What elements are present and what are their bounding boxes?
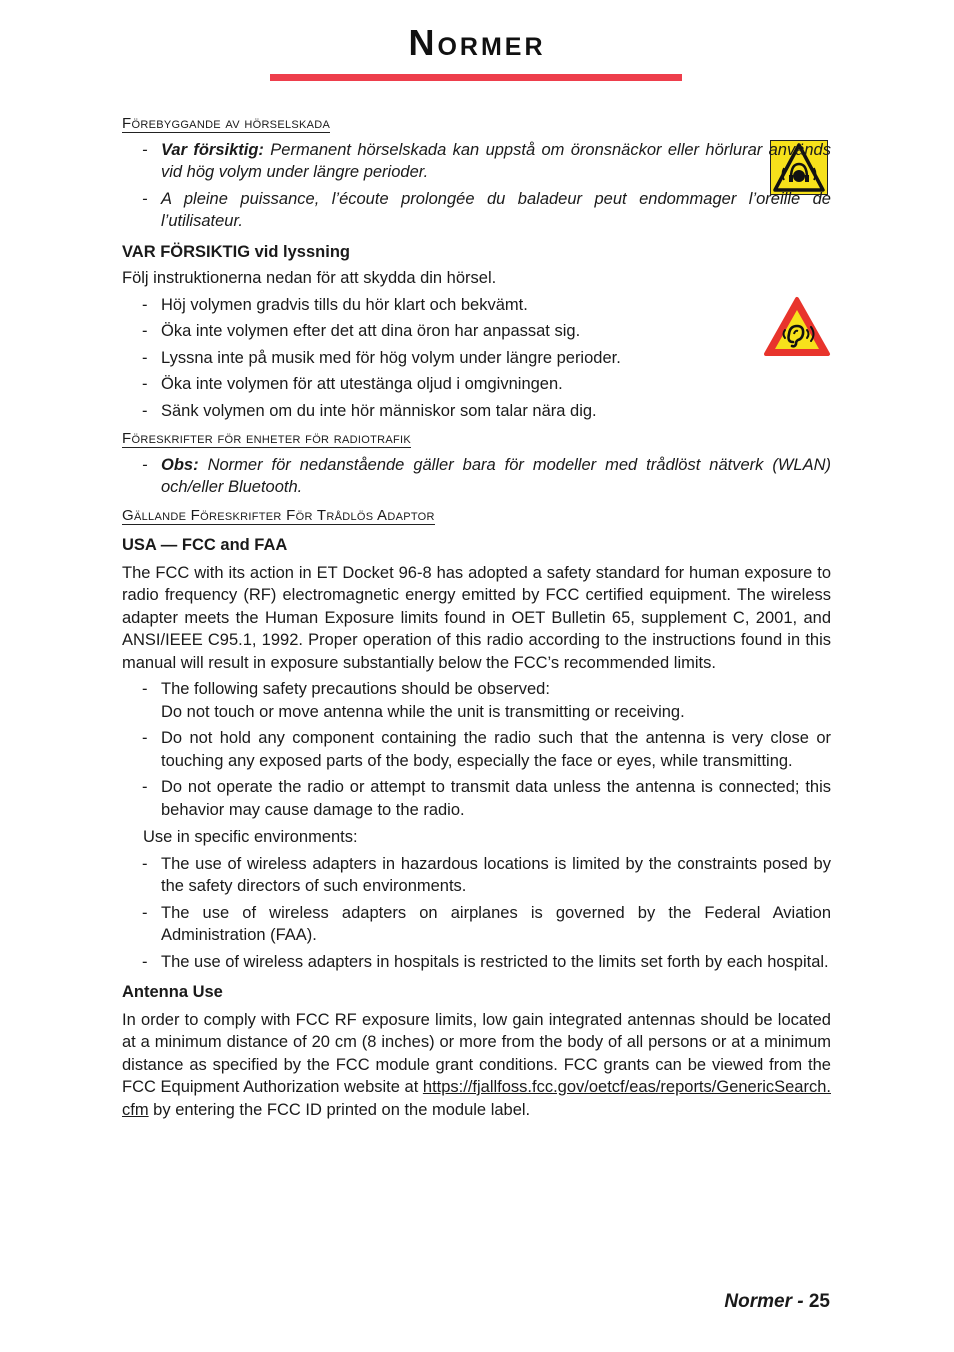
listening-intro: Följ instruktionerna nedan för att skydda din hörsel.	[122, 269, 497, 287]
antenna-text-end: by entering the FCC ID printed on the module label.	[148, 1100, 531, 1119]
environments-list	[122, 853, 831, 974]
page-number: 25	[808, 1291, 830, 1312]
list-item: - Öka inte volymen efter det att dina öron har anpassat sig.	[122, 320, 831, 343]
section-heading-hearing: Förebyggande av hörselskada	[122, 115, 331, 132]
antenna-use-heading: Antenna Use	[122, 983, 223, 1001]
list-item	[122, 139, 831, 184]
section-heading-radio: Föreskrifter för enheter för radiotrafik	[122, 430, 412, 447]
antenna-text: In order to comply with FCC RF exposure limits, low gain integrated antennas should be located at a minimum distance of 20 cm (8 inches) or more from the body of all persons or at a minimum distance as specified by the FCC module grant conditions. FCC grants can be viewed from the FCC Equipment Authorization website at	[122, 1010, 831, 1096]
page-footer	[724, 1291, 830, 1313]
list-item: - Lyssna inte på musik med för hög volym under längre perioder.	[122, 347, 831, 370]
section-heading-wireless: Gällande Föreskrifter För Trådlös Adaptor	[122, 506, 435, 524]
list-item-line: Do not touch or move antenna while the unit is transmitting or receiving.	[161, 702, 685, 721]
note-text: Normer för nedanstående gäller bara för modeller med trådlöst nätverk (WLAN) och/eller Bluetooth.	[161, 455, 831, 496]
safety-precautions-list	[122, 678, 831, 821]
warning-label: Var försiktig:	[161, 140, 264, 159]
list-item: - Do not hold any component containing the radio such that the antenna is very close or touching any exposed parts of the body, especially the face or eyes, while transmitting.	[122, 727, 831, 772]
environments-intro: Use in specific environments:	[143, 828, 358, 846]
list-item	[122, 678, 831, 723]
radio-note-list	[122, 454, 831, 499]
hearing-warning-list	[122, 139, 831, 233]
footer-label: Normer -	[724, 1291, 804, 1312]
listening-caution-heading: VAR FÖRSIKTIG vid lyssning	[122, 242, 350, 261]
fcc-paragraph: The FCC with its action in ET Docket 96-8 has adopted a safety standard for human exposure to radio frequency (RF) electromagnetic energy emitted by FCC certified equipment. The wireless adapter meets the Human Exposure limits found in OET Bulletin 65, supplement C, 2001, and ANSI/IEEE C95.1, 1992. Proper operation of this radio according to the instructions found in this manual will result in exposure substantially below the FCC’s recommended limits.	[122, 563, 831, 672]
list-item: - The use of wireless adapters in hazardous locations is limited by the constraints posed by the safety directors of such environments.	[122, 853, 831, 898]
list-item	[122, 188, 831, 233]
list-item	[122, 454, 831, 499]
fcc-search-link[interactable]: https://fjallfoss.fcc.gov/oetcf/eas/reports/GenericSearch.cfm	[122, 1078, 831, 1119]
antenna-paragraph	[122, 1009, 831, 1122]
list-item: - Höj volymen gradvis tills du hör klart och bekvämt.	[122, 294, 831, 317]
warning-text-fr: A pleine puissance, l’écoute prolongée du baladeur peut endommager l’oreille de l’utilisateur.	[161, 189, 831, 230]
list-item: - Sänk volymen om du inte hör människor som talar nära dig.	[122, 400, 831, 423]
listening-tips-list	[122, 294, 831, 423]
list-item-line: - The following safety precautions should be observed:	[161, 680, 550, 698]
list-item: - The use of wireless adapters in hospitals is restricted to the limits set forth by each hospital.	[122, 951, 831, 974]
list-item: - The use of wireless adapters on airplanes is governed by the Federal Aviation Administration (FAA).	[122, 902, 831, 947]
page-title: Normer	[408, 22, 546, 63]
warning-text: Permanent hörselskada kan uppstå om öronsnäckor eller hörlurar används vid hög volym under längre perioder.	[161, 140, 831, 181]
title-underline	[270, 74, 682, 81]
list-item: - Do not operate the radio or attempt to transmit data unless the antenna is connected; this behavior may cause damage to the radio.	[122, 776, 831, 821]
list-item: - Öka inte volymen för att utestänga oljud i omgivningen.	[122, 373, 831, 396]
page-content	[122, 110, 831, 1121]
fcc-faa-heading: USA — FCC and FAA	[122, 536, 288, 554]
note-label: Obs:	[161, 455, 199, 474]
